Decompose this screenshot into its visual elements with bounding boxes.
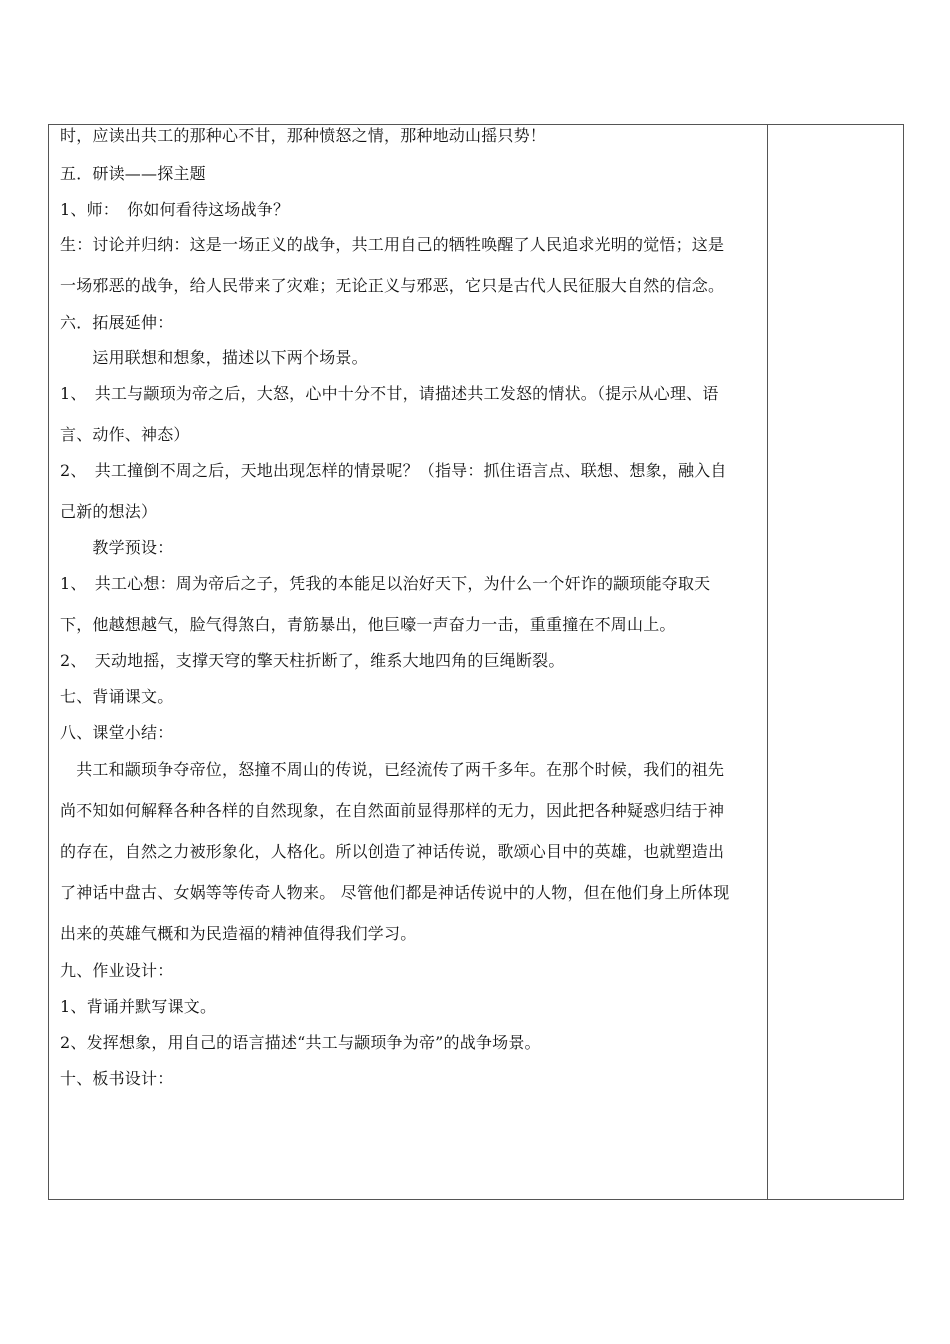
text-line: 1、背诵并默写课文。 (60, 997, 217, 1016)
text-line: 2、发挥想象，用自己的语言描述“共工与颛顼争为帝”的战争场景。 (60, 1033, 541, 1052)
text-line: 生：讨论并归纳：这是一场正义的战争，共工用自己的牺牲唤醒了人民追求光明的觉悟；这是 (60, 235, 725, 254)
text-line: 尚不知如何解释各种各样的自然现象，在自然面前显得那样的无力，因此把各种疑惑归结于神 (60, 801, 725, 820)
text-line: 2、 共工撞倒不周之后，天地出现怎样的情景呢？（指导：抓住语言点、联想、想象，融入自 (60, 461, 727, 480)
section-heading: 七、背诵课文。 (60, 687, 174, 706)
text-line: 下，他越想越气，脸气得煞白，青筋暴出，他巨嚎一声奋力一击，重重撞在不周山上。 (60, 615, 676, 634)
text-line: 出来的英雄气概和为民造福的精神值得我们学习。 (60, 924, 417, 943)
text-line: 2、 天动地摇，支撑天穹的擎天柱折断了，维系大地四角的巨绳断裂。 (60, 651, 565, 670)
text-line: 一场邪恶的战争，给人民带来了灾难；无论正义与邪恶，它只是古代人民征服大自然的信念。 (60, 276, 725, 295)
section-heading: 九、作业设计： (60, 961, 174, 980)
text-line: 1、 共工与颛顼为帝之后，大怒，心中十分不甘，请描述共工发怒的情状。（提示从心理、语 (60, 384, 719, 403)
text-line: 言、动作、神态） (60, 425, 190, 444)
text-line: 1、 共工心想：周为帝后之子，凭我的本能足以治好天下，为什么一个奸诈的颛顼能夺取天 (60, 574, 711, 593)
text-line: 了神话中盘古、女娲等等传奇人物来。 尽管他们都是神话传说中的人物，但在他们身上所体现 (60, 883, 730, 902)
section-heading: 八、课堂小结： (60, 723, 174, 742)
text-line: 的存在，自然之力被形象化，人格化。所以创造了神话传说，歌颂心目中的英雄，也就塑造出 (60, 842, 725, 861)
section-heading: 十、板书设计： (60, 1069, 174, 1088)
text-line: 教学预设： (60, 538, 174, 557)
section-heading: 五．研读——探主题 (60, 164, 206, 183)
text-line: 运用联想和想象，描述以下两个场景。 (60, 348, 368, 367)
text-line: 己新的想法） (60, 502, 158, 521)
text-line: 共工和颛顼争夺帝位，怒撞不周山的传说，已经流传了两千多年。在那个时候，我们的祖先 (60, 760, 725, 779)
text-line: 时，应读出共工的那种心不甘，那种愤怒之情，那种地动山摇只势！ (60, 126, 547, 145)
text-line: 1、师： 你如何看待这场战争？ (60, 200, 290, 219)
table-column-divider (767, 124, 768, 1200)
section-heading: 六．拓展延伸： (60, 313, 174, 332)
